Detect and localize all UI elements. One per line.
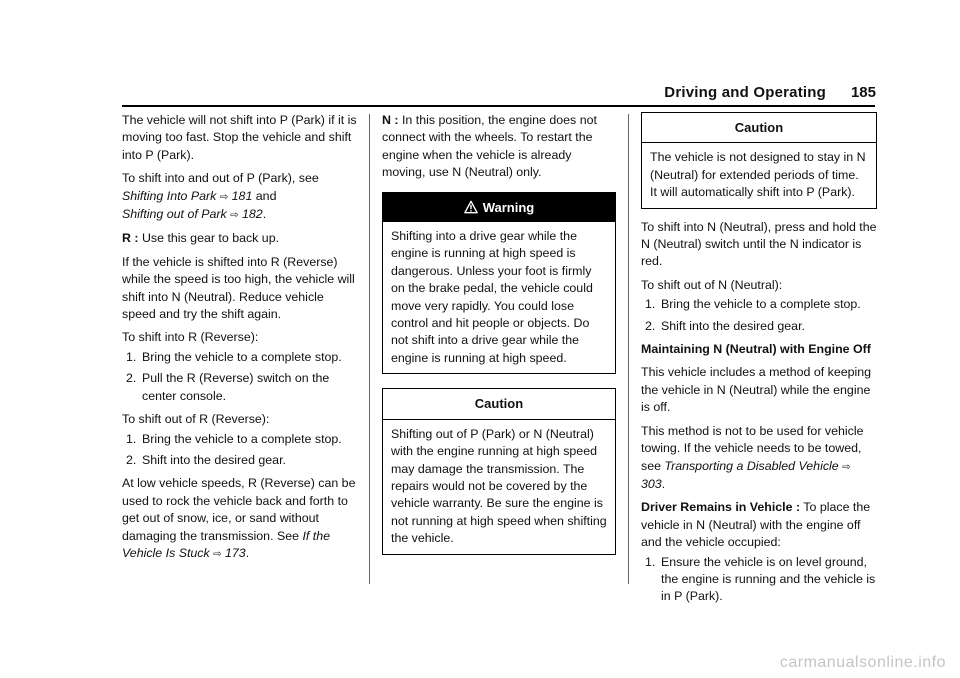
driver-remains-label: Driver Remains in Vehicle : xyxy=(641,500,801,515)
page-ref-173[interactable]: 173 xyxy=(225,545,246,560)
subheading: Maintaining N (Neutral) with Engine Off xyxy=(641,342,871,357)
page-ref-181[interactable]: 181 xyxy=(231,188,253,203)
warning-title-bar xyxy=(383,193,615,222)
page-ref-182[interactable]: 182 xyxy=(242,207,263,222)
steps-shift-out-of-neutral xyxy=(641,296,877,335)
paragraph-towing-ref: This method is not to be used for vehicle towing. If the vehicle needs to be towed, see Transporting a Disabled Vehicle ⇨ 303. xyxy=(641,423,864,491)
caution-body: The vehicle is not designed to stay in N (Neutral) for extended periods of time. It will automatically shift into P (Park). xyxy=(650,150,866,200)
page-ref-arrow-icon: ⇨ xyxy=(219,191,229,203)
paragraph: The vehicle will not shift into P (Park) if it is moving too fast. Stop the vehicle and shift into P (Park). xyxy=(122,113,357,162)
caution-box xyxy=(382,388,616,554)
paragraph: This vehicle includes a method of keeping the vehicle in N (Neutral) while the engine is off. xyxy=(641,365,872,415)
paragraph: To shift into N (Neutral), press and hold the N (Neutral) switch until the N indicator is red. xyxy=(641,219,877,269)
warning-box xyxy=(382,192,616,375)
steps-driver-remains xyxy=(641,554,877,606)
neutral-gear-definition: N : In this position, the engine does not connect with the wheels. To restart the engine when the vehicle is already moving, use N (Neutral) only. xyxy=(382,113,597,180)
page-number: 185 xyxy=(850,84,876,101)
section-title: Driving and Operating xyxy=(664,84,826,101)
caution-title: Caution xyxy=(642,113,876,143)
warning-triangle-icon xyxy=(464,200,478,214)
list-item: 2. Shift into the desired gear. xyxy=(126,452,286,467)
paragraph: If the vehicle is shifted into R (Reverse) while the speed is too high, the vehicle will shift into N (Neutral). Reduce vehicle speed and try the shift again. xyxy=(122,254,355,322)
warning-body: Shifting into a drive gear while the engine is running at high speed is dangerous. Unless your foot is firmly on the brake pedal, the vehicle could move very rapidly. You could lose control and hit people or objects. Do not shift into a drive gear while the engine is running at high speed. xyxy=(391,229,593,365)
column-divider xyxy=(369,114,370,584)
list-item: 1. Bring the vehicle to a complete stop. xyxy=(645,297,861,312)
column-divider xyxy=(628,114,629,584)
link-vehicle-stuck[interactable]: If the Vehicle Is Stuck xyxy=(122,528,331,560)
list-item: 2. Shift into the desired gear. xyxy=(645,318,805,333)
gear-label-r: R : xyxy=(122,231,139,246)
paragraph: To shift into R (Reverse): xyxy=(122,330,259,345)
caution-body: Shifting out of P (Park) or N (Neutral) with the engine running at high speed may damage the transmission. The repairs would not be covered by the vehicle warranty. Be sure the engine is not running at high speed when shifting the vehicle. xyxy=(391,426,607,546)
column-middle xyxy=(382,112,616,565)
page-ref-arrow-icon: ⇨ xyxy=(230,210,239,222)
steps-shift-out-of-reverse xyxy=(122,431,360,470)
column-right xyxy=(641,112,877,612)
gear-label-n: N : xyxy=(382,113,399,127)
page-ref-arrow-icon: ⇨ xyxy=(213,548,222,560)
header-rule xyxy=(122,105,875,107)
watermark: carmanualsonline.info xyxy=(779,654,946,671)
page-header xyxy=(664,84,876,104)
page-ref-arrow-icon: ⇨ xyxy=(842,461,851,473)
page-ref-303[interactable]: 303 xyxy=(641,476,662,491)
caution-box xyxy=(641,112,877,209)
list-item: 2. Pull the R (Reverse) switch on the center console. xyxy=(126,371,330,403)
paragraph: To shift out of N (Neutral): xyxy=(641,277,783,292)
driver-remains-paragraph: Driver Remains in Vehicle : To place the vehicle in N (Neutral) with the engine off and the vehicle occupied: xyxy=(641,500,871,550)
paragraph-stuck-ref: At low vehicle speeds, R (Reverse) can be used to rock the vehicle back and forth to get out of snow, ice, or sand without damaging the transmission. See If the Vehicle Is Stuck ⇨ 173. xyxy=(122,476,356,560)
link-shifting-out-of-park[interactable]: Shifting out of Park xyxy=(122,207,227,222)
paragraph-park-refs: To shift into and out of P (Park), see Shifting Into Park ⇨ 181 and Shifting out of Park ⇨ 182. xyxy=(122,171,319,222)
warning-title: Warning xyxy=(482,199,535,215)
list-item: 1. Bring the vehicle to a complete stop. xyxy=(126,431,342,446)
reverse-gear-definition: R : Use this gear to back up. xyxy=(122,231,280,246)
list-item: 1. Ensure the vehicle is on level ground, the engine is running and the vehicle is in P (Park). xyxy=(645,554,876,604)
link-transporting-disabled-vehicle[interactable]: Transporting a Disabled Vehicle xyxy=(664,458,839,473)
paragraph: To shift out of R (Reverse): xyxy=(122,412,270,427)
caution-title: Caution xyxy=(383,389,615,419)
column-left xyxy=(122,112,360,569)
link-shifting-into-park[interactable]: Shifting Into Park xyxy=(122,188,217,203)
list-item: 1. Bring the vehicle to a complete stop. xyxy=(126,349,342,364)
steps-shift-into-reverse xyxy=(122,349,360,405)
